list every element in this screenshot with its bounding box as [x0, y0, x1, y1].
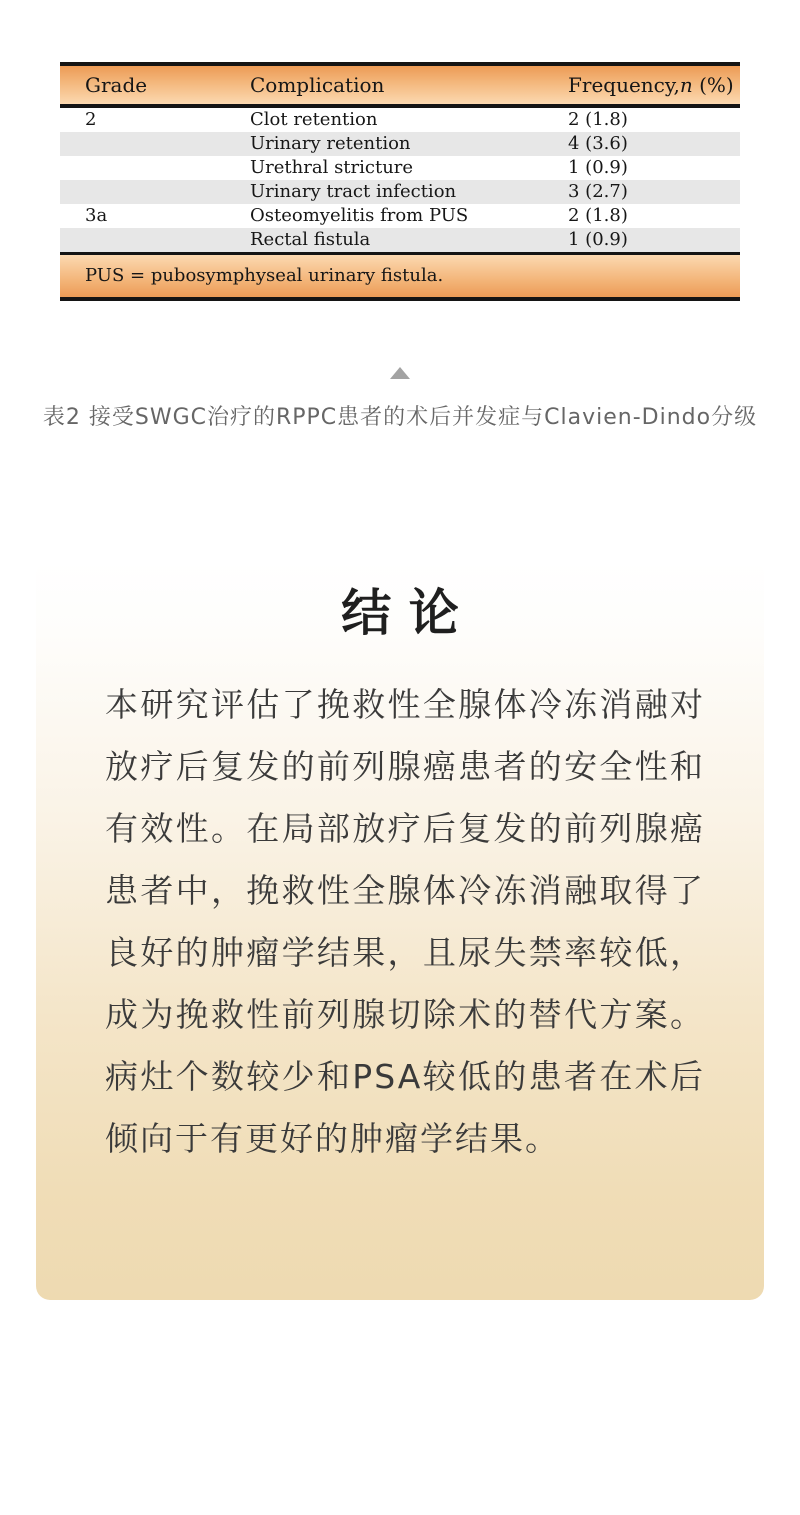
conclusion-line: 良好的肿瘤学结果，且尿失禁率较低， — [105, 933, 705, 972]
grade-cell — [60, 156, 250, 180]
complication-cell: Rectal fistula — [250, 229, 371, 250]
conclusion-line: 病灶个数较少和PSA较低的患者在术后 — [105, 1057, 705, 1096]
complication-cell: Osteomyelitis from PUS — [250, 205, 469, 226]
frequency-cell: 3 (2.7) — [568, 181, 628, 202]
frequency-cell: 1 (0.9) — [568, 229, 628, 250]
conclusion-paragraph — [105, 674, 705, 1170]
table-row — [60, 156, 740, 180]
frequency-cell: 2 (1.8) — [568, 109, 628, 130]
frequency-n-italic: n — [679, 73, 693, 97]
conclusion-line: 有效性。在局部放疗后复发的前列腺癌 — [105, 809, 705, 848]
table-row — [60, 180, 740, 204]
grade-cell: 3a — [85, 205, 108, 226]
collapse-triangle-up-icon[interactable] — [390, 367, 410, 379]
table-row — [60, 228, 740, 252]
table-row — [60, 132, 740, 156]
table-footnote: PUS = pubosymphyseal urinary fistula. — [60, 255, 740, 297]
grade-cell — [60, 228, 250, 252]
complication-cell: Urethral stricture — [250, 157, 414, 178]
conclusion-line: 患者中，挽救性全腺体冷冻消融取得了 — [105, 871, 705, 910]
table-row — [60, 204, 740, 228]
conclusion-line: 倾向于有更好的肿瘤学结果。 — [105, 1119, 560, 1158]
frequency-cell: 2 (1.8) — [568, 205, 628, 226]
grade-cell — [60, 132, 250, 156]
complications-table — [60, 62, 740, 301]
complication-cell: Urinary retention — [250, 133, 411, 154]
col-header-frequency: Frequency,n (%) — [568, 73, 734, 97]
conclusion-title: 结 论 — [341, 583, 459, 642]
table-header-row — [60, 66, 740, 104]
table-caption: 表2 接受SWGC治疗的RPPC患者的术后并发症与Clavien-Dindo分级 — [42, 405, 758, 430]
grade-cell — [60, 180, 250, 204]
table-bottom-border — [60, 297, 740, 301]
complication-cell: Clot retention — [250, 109, 378, 130]
complication-cell: Urinary tract infection — [250, 181, 457, 202]
conclusion-panel — [36, 560, 764, 1300]
col-header-complication: Complication — [250, 73, 385, 97]
frequency-cell: 4 (3.6) — [568, 133, 628, 154]
table-row — [60, 108, 740, 132]
conclusion-line: 本研究评估了挽救性全腺体冷冻消融对 — [105, 685, 705, 724]
frequency-cell: 1 (0.9) — [568, 157, 628, 178]
col-header-grade: Grade — [85, 73, 148, 97]
conclusion-line: 成为挽救性前列腺切除术的替代方案。 — [105, 995, 705, 1034]
conclusion-line: 放疗后复发的前列腺癌患者的安全性和 — [105, 747, 705, 786]
grade-cell: 2 — [85, 109, 97, 130]
